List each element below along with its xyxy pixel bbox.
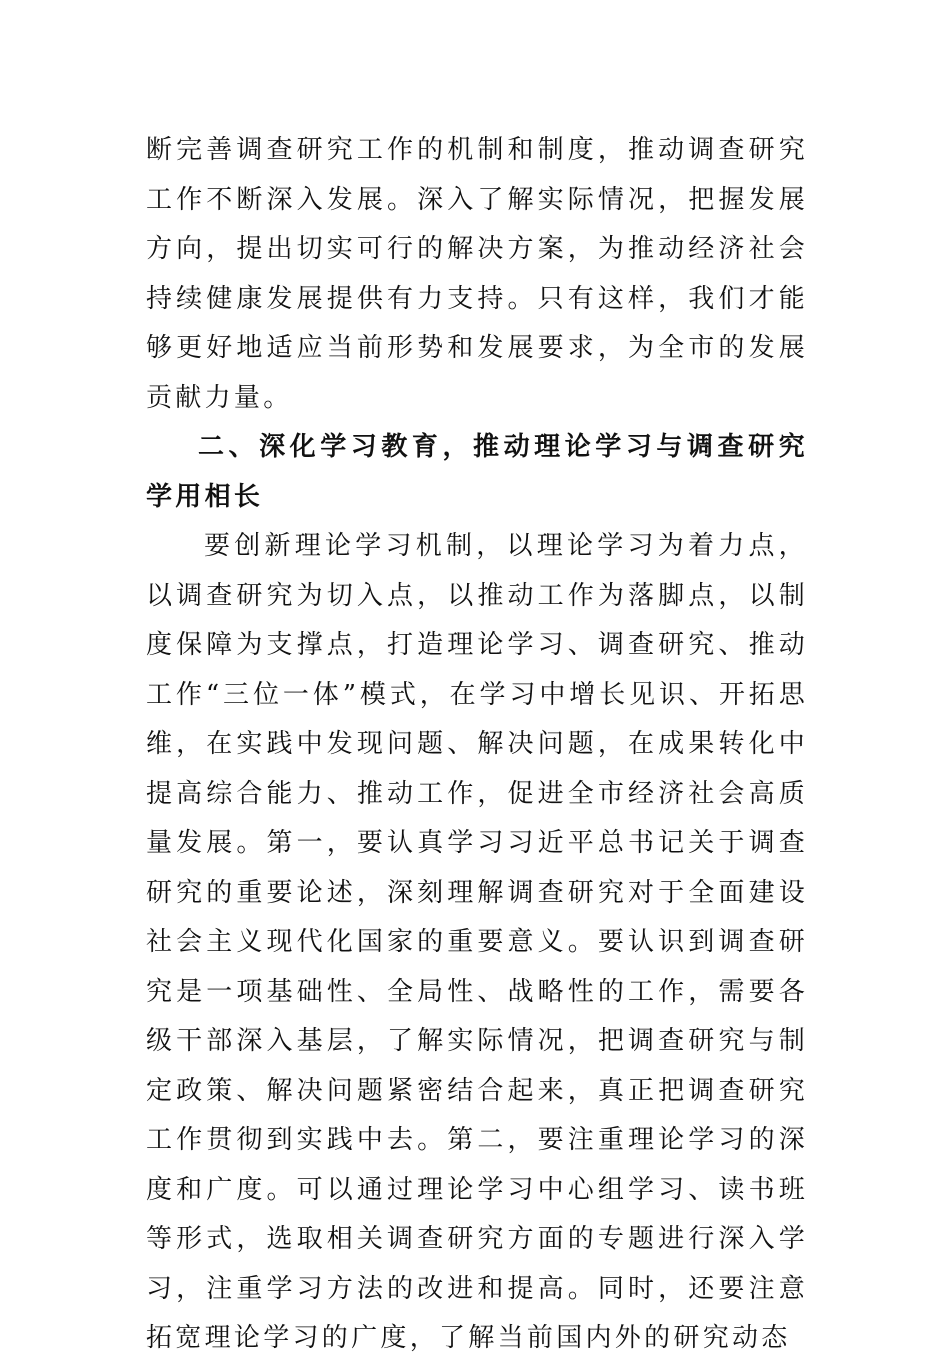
document-body bbox=[146, 126, 808, 1364]
body-paragraph: 要创新理论学习机制，以理论学习为着力点，以调查研究为切入点，以推动工作为落脚点，以制度保障为支撑点，打造理论学习、调查研究、推动工作“三位一体”模式，在学习中增长见识、开拓思维，在实践中发现问题、解决问题，在成果转化中提高综合能力、推动工作，促进全市经济社会高质量发展。第一，要认真学习习近平总书记关于调查研究的重要论述，深刻理解调查研究对于全面建设社会主义现代化国家的重要意义。要认识到调查研究是一项基础性、全局性、战略性的工作，需要各级干部深入基层，了解实际情况，把调查研究与制定政策、解决问题紧密结合起来，真正把调查研究工作贯彻到实践中去。第二，要注重理论学习的深度和广度。可以通过理论学习中心组学习、读书班等形式，选取相关调查研究方面的专题进行深入学习，注重学习方法的改进和提高。同时，还要注意拓宽理论学习的广度，了解当前国内外的研究动态 bbox=[146, 531, 808, 1353]
section-heading: 二、深化学习教育，推动理论学习与调查研究学用相长 bbox=[146, 432, 808, 512]
body-paragraph-continued: 断完善调查研究工作的机制和制度，推动调查研究工作不断深入发展。深入了解实际情况，把握发展方向，提出切实可行的解决方案，为推动经济社会持续健康发展提供有力支持。只有这样，我们才能够更好地适应当前形势和发展要求，为全市的发展贡献力量。 bbox=[146, 135, 808, 413]
